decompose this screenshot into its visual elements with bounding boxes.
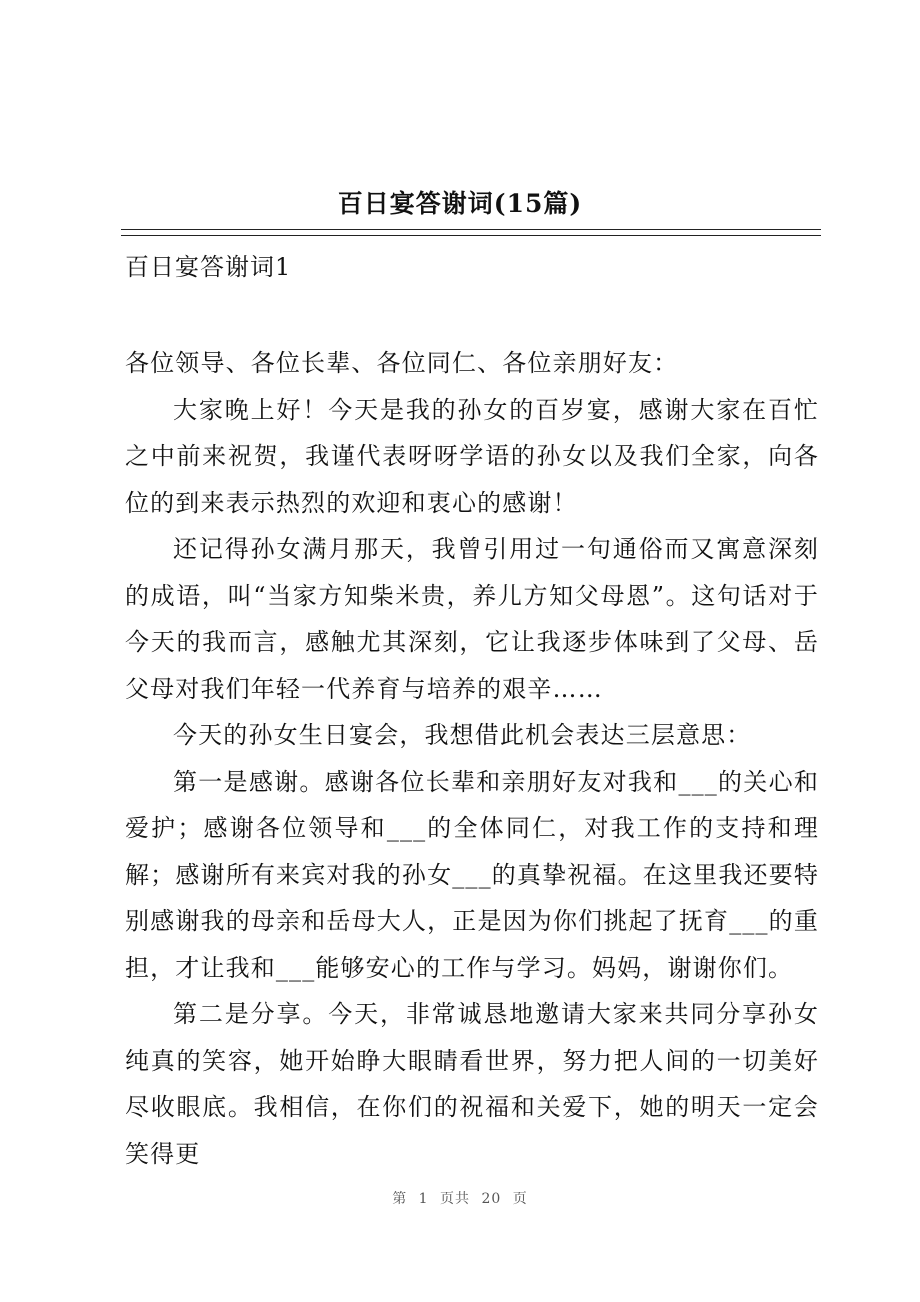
page-number-footer: 第 1 页共 20 页 (392, 1191, 528, 1207)
document-body (125, 340, 819, 1177)
salutation: 各位领导、各位长辈、各位同仁、各位亲朋好友： (125, 349, 679, 377)
paragraph-share: 第二是分享。今天，非常诚恳地邀请大家来共同分享孙女纯真的笑容，她开始睁大眼睛看世界，努力把人间的一切美好尽收眼底。我相信，在你们的祝福和关爱下，她的明天一定会笑得更 (125, 1000, 819, 1168)
paragraph-thanks: 第一是感谢。感谢各位长辈和亲朋好友对我和___的关心和爱护；感谢各位领导和___的全体同仁，对我工作的支持和理解；感谢所有来宾对我的孙女___的真挚祝福。在这里我还要特别感谢我的母亲和岳母大人，正是因为你们挑起了抚育___的重担，才让我和___能够安心的工作与学习。妈妈，谢谢你们。 (125, 767, 819, 982)
title-divider-bottom (121, 235, 821, 236)
title-divider-top (121, 229, 821, 230)
document-title: 百日宴答谢词(15篇) (337, 189, 583, 218)
section-heading: 百日宴答谢词1 (125, 253, 292, 281)
paragraph-memory: 还记得孙女满月那天，我曾引用过一句通俗而又寓意深刻的成语，叫“当家方知柴米贵，养儿方知父母恩”。这句话对于今天的我而言，感触尤其深刻，它让我逐步体味到了父母、岳父母对我们年轻一代养育与培养的艰辛…… (125, 535, 819, 703)
paragraph-greeting: 大家晚上好！今天是我的孙女的百岁宴，感谢大家在百忙之中前来祝贺，我谨代表呀呀学语的孙女以及我们全家，向各位的到来表示热烈的欢迎和衷心的感谢！ (125, 395, 819, 517)
paragraph-intro: 今天的孙女生日宴会，我想借此机会表达三层意思： (173, 721, 752, 749)
